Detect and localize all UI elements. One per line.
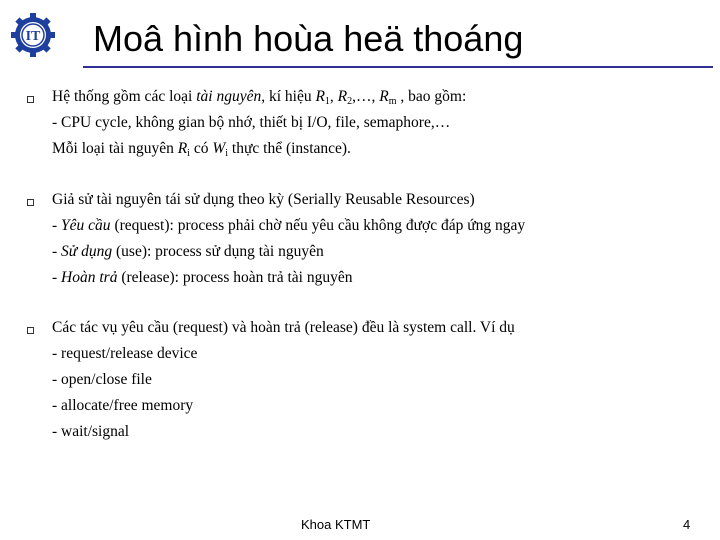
logo-text: IT [25,29,41,44]
list-item: - open/close file [52,371,152,388]
section-line: Hệ thống gồm các loại tài nguyên, kí hiệu $R_1$, $R_2,\dots$, $R_m$ , bao gồm: [52,88,467,107]
bullet-square-icon [27,199,34,206]
list-item: - wait/signal [52,423,130,440]
section-line: - Yêu cầu (request): process phải chờ nếu yêu cầu không được đáp ứng ngay [52,217,526,234]
university-gear-logo [10,12,56,58]
bullet-square-icon [27,327,34,334]
section-line: - Sử dụng (use): process sử dụng tài nguyên [52,243,324,260]
section-syscalls [52,315,515,445]
section-line: Giả sử tài nguyên tái sử dụng theo kỳ (Serially Reusable Resources) [52,191,475,208]
bullet-square-icon [27,96,34,103]
section-line: - Hoàn trả (release): process hoàn trả tài nguyên [52,269,353,286]
section-reuse [52,187,525,291]
list-item: - request/release device [52,345,198,362]
page-number: 4 [683,517,691,532]
section-line: - CPU cycle, không gian bộ nhớ, thiết bị I/O, file, semaphore,… [52,114,451,131]
list-item: - allocate/free memory [52,397,194,414]
slide-title: Moâ hình hoùa heä thoáng [93,18,524,59]
section-line: Mỗi loại tài nguyên $R_i$ có $W_i$ thực thể (instance). [52,140,351,159]
section-line: Các tác vụ yêu cầu (request) và hoàn trả (release) đều là system call. Ví dụ [52,319,515,336]
title-divider [83,66,713,68]
footer-department: Khoa KTMT [301,517,371,532]
section-resources [52,84,466,162]
